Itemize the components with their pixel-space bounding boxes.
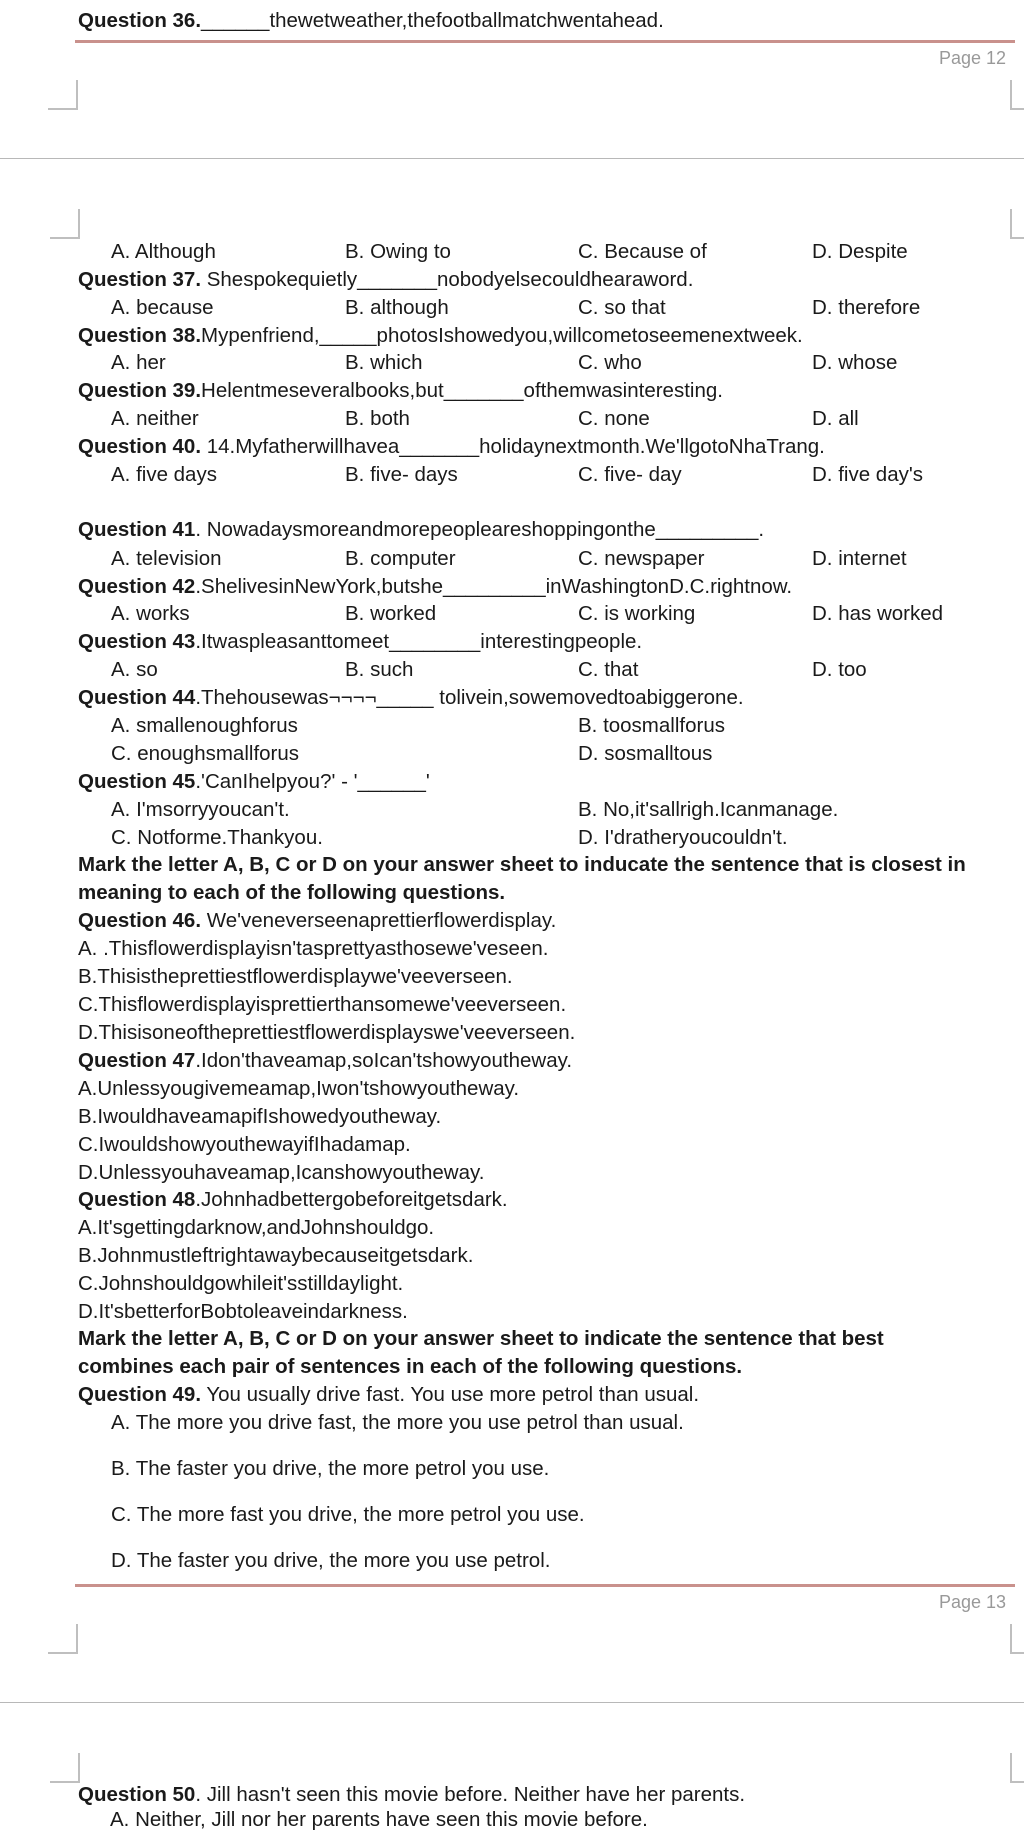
- q46-option-b: B.Thisistheprettiestflowerdisplaywe'veeverseen.: [78, 965, 513, 988]
- q37-option-c: C. so that: [578, 296, 666, 319]
- q42-option-c: C. is working: [578, 602, 696, 625]
- q39-option-a: A. neither: [111, 407, 199, 430]
- question-37: [78, 268, 693, 292]
- page-12-bottom-left-corner: [48, 80, 78, 110]
- page-13-top-right-corner: [1010, 209, 1024, 239]
- question-42-text: .ShelivesinNewYork,butshe_________inWashingtonD.C.rightnow.: [195, 575, 793, 598]
- page-14-top-left-corner: [50, 1753, 80, 1783]
- q40-option-d: D. five day's: [812, 463, 924, 486]
- question-44-label: Question 44: [78, 686, 196, 709]
- q47-option-d: D.Unlessyouhaveamap,Icanshowyoutheway.: [78, 1161, 485, 1184]
- question-45-label: Question 45: [78, 770, 196, 793]
- q41-option-c: C. newspaper: [578, 547, 705, 570]
- q50-option-a-partial: A. Neither, Jill nor her parents have seen this movie before.: [110, 1808, 648, 1831]
- q42-option-b: B. worked: [345, 602, 437, 625]
- question-38-text: Mypenfriend,_____photosIshowedyou,willcometoseemenextweek.: [201, 324, 803, 347]
- question-36-text: ______thewetweather,thefootballmatchwentahead.: [201, 9, 664, 32]
- question-45: [78, 770, 430, 794]
- q41-option-a: A. television: [111, 547, 222, 570]
- question-37-label: Question 37.: [78, 268, 202, 291]
- q39-option-d: D. all: [812, 407, 859, 430]
- page-separator-12-13: [0, 158, 1024, 159]
- question-41-label: Question 41: [78, 518, 196, 541]
- question-39-label: Question 39.: [78, 379, 202, 402]
- question-48-text: .Johnhadbettergobeforeitgetsdark.: [195, 1188, 508, 1211]
- page-13-bottom-right-corner: [1010, 1624, 1024, 1654]
- question-47-label: Question 47: [78, 1049, 196, 1072]
- question-38-label: Question 38.: [78, 324, 202, 347]
- page-14-top-right-corner: [1010, 1753, 1024, 1783]
- question-37-text: Shespokequietly_______nobodyelsecouldhearaword.: [201, 268, 694, 291]
- q38-option-a: A. her: [111, 351, 166, 374]
- page-separator-13-14: [0, 1702, 1024, 1703]
- q45-option-b: B. No,it'sallrigh.Icanmanage.: [578, 798, 839, 821]
- q37-option-b: B. although: [345, 296, 449, 319]
- page-13-footer-rule: [75, 1584, 1015, 1587]
- question-45-text: .'CanIhelpyou?' - '______': [195, 770, 430, 793]
- page-13-number: Page 13: [938, 1592, 1006, 1612]
- q44-option-c: C. enoughsmallforus: [111, 742, 300, 765]
- page-12-footer-rule: [75, 40, 1015, 43]
- page-12-number: Page 12: [938, 48, 1006, 68]
- question-43: [78, 630, 642, 654]
- page-13-bottom-left-corner: [48, 1624, 78, 1654]
- instructions-combine-sentences: Mark the letter A, B, C or D on your answer sheet to indicate the sentence that best combines each pair of sentences in each of the following questions.: [78, 1327, 884, 1378]
- q46-option-c: C.Thisflowerdisplayisprettierthansomewe'veeverseen.: [78, 993, 567, 1016]
- question-39-text: Helentmeseveralbooks,but_______ofthemwasinteresting.: [201, 379, 723, 402]
- q46-option-a: A. .Thisflowerdisplayisn'tasprettyasthosewe'veseen.: [78, 937, 549, 960]
- question-50-label: Question 50: [78, 1783, 196, 1806]
- q48-option-a: A.It'sgettingdarknow,andJohnshouldgo.: [78, 1216, 435, 1239]
- q38-option-c: C. who: [578, 351, 642, 374]
- q39-option-c: C. none: [578, 407, 650, 430]
- q44-option-d: D. sosmalltous: [578, 742, 713, 765]
- q36-option-b: B. Owing to: [345, 240, 451, 263]
- question-42: [78, 575, 792, 599]
- question-48: [78, 1188, 508, 1212]
- question-49: [78, 1383, 699, 1407]
- question-50: [78, 1783, 745, 1807]
- question-49-text: You usually drive fast. You use more petrol than usual.: [201, 1383, 700, 1406]
- question-43-text: .Itwaspleasanttomeet________interestingpeople.: [195, 630, 643, 653]
- question-43-label: Question 43: [78, 630, 196, 653]
- q45-option-a: A. I'msorryyoucan't.: [111, 798, 290, 821]
- question-42-label: Question 42: [78, 575, 196, 598]
- q45-option-c: C. Notforme.Thankyou.: [111, 826, 323, 849]
- question-49-label: Question 49.: [78, 1383, 202, 1406]
- q45-option-d: D. I'dratheryoucouldn't.: [578, 826, 788, 849]
- q42-option-a: A. works: [111, 602, 190, 625]
- q47-option-c: C.IwouldshowyouthewayifIhadamap.: [78, 1133, 411, 1156]
- q49-option-b: B. The faster you drive, the more petrol you use.: [111, 1457, 550, 1480]
- instructions-closest-meaning: Mark the letter A, B, C or D on your answer sheet to inducate the sentence that is closest in meaning to each of the following questions.: [78, 853, 966, 904]
- q48-option-b: B.Johnmustleftrightawaybecauseitgetsdark.: [78, 1244, 474, 1267]
- q36-option-d: D. Despite: [812, 240, 908, 263]
- q43-option-b: B. such: [345, 658, 414, 681]
- question-46: [78, 909, 556, 933]
- q41-option-d: D. internet: [812, 547, 907, 570]
- q42-option-d: D. has worked: [812, 602, 944, 625]
- q36-option-a: A. Although: [111, 240, 216, 263]
- question-36: [78, 9, 664, 33]
- q40-option-b: B. five- days: [345, 463, 458, 486]
- question-44-text: .Thehousewas¬¬¬¬_____ tolivein,sowemovedtoabiggerone.: [195, 686, 744, 709]
- question-36-label: Question 36.: [78, 9, 202, 32]
- question-50-text: . Jill hasn't seen this movie before. Neither have her parents.: [195, 1783, 746, 1806]
- q37-option-d: D. therefore: [812, 296, 921, 319]
- q46-option-d: D.Thisisoneoftheprettiestflowerdisplayswe'veeverseen.: [78, 1021, 576, 1044]
- question-38: [78, 324, 803, 348]
- question-40-label: Question 40.: [78, 435, 202, 458]
- q43-option-d: D. too: [812, 658, 867, 681]
- q47-option-b: B.IwouldhaveamapifIshowedyoutheway.: [78, 1105, 442, 1128]
- q43-option-c: C. that: [578, 658, 639, 681]
- q38-option-b: B. which: [345, 351, 423, 374]
- question-44: [78, 686, 744, 710]
- question-40: [78, 435, 825, 459]
- q47-option-a: A.Unlessyougivemeamap,Iwon'tshowyoutheway.: [78, 1077, 520, 1100]
- q49-option-d: D. The faster you drive, the more you use petrol.: [111, 1549, 551, 1572]
- q49-option-c: C. The more fast you drive, the more petrol you use.: [111, 1503, 585, 1526]
- q49-option-a: A. The more you drive fast, the more you use petrol than usual.: [111, 1411, 684, 1434]
- q39-option-b: B. both: [345, 407, 410, 430]
- q44-option-b: B. toosmallforus: [578, 714, 725, 737]
- q38-option-d: D. whose: [812, 351, 898, 374]
- page-13-top-left-corner: [50, 209, 80, 239]
- question-41-text: . Nowadaysmoreandmorepeopleareshoppingonthe_________.: [195, 518, 765, 541]
- question-48-label: Question 48: [78, 1188, 196, 1211]
- q44-option-a: A. smallenoughforus: [111, 714, 298, 737]
- page-12-bottom-right-corner: [1010, 80, 1024, 110]
- q36-option-c: C. Because of: [578, 240, 707, 263]
- question-40-text: 14.Myfatherwillhavea_______holidaynextmonth.We'llgotoNhaTrang.: [201, 435, 825, 458]
- question-46-text: We'veneverseenaprettierflowerdisplay.: [201, 909, 557, 932]
- q40-option-c: C. five- day: [578, 463, 682, 486]
- question-39: [78, 379, 723, 403]
- question-46-label: Question 46.: [78, 909, 202, 932]
- q40-option-a: A. five days: [111, 463, 217, 486]
- q37-option-a: A. because: [111, 296, 214, 319]
- question-47-text: .Idon'thaveamap,soIcan'tshowyoutheway.: [195, 1049, 573, 1072]
- q43-option-a: A. so: [111, 658, 158, 681]
- q48-option-c: C.Johnshouldgowhileit'sstilldaylight.: [78, 1272, 404, 1295]
- question-47: [78, 1049, 572, 1073]
- q41-option-b: B. computer: [345, 547, 456, 570]
- question-41: [78, 518, 764, 542]
- q48-option-d: D.It'sbetterforBobtoleaveindarkness.: [78, 1300, 408, 1323]
